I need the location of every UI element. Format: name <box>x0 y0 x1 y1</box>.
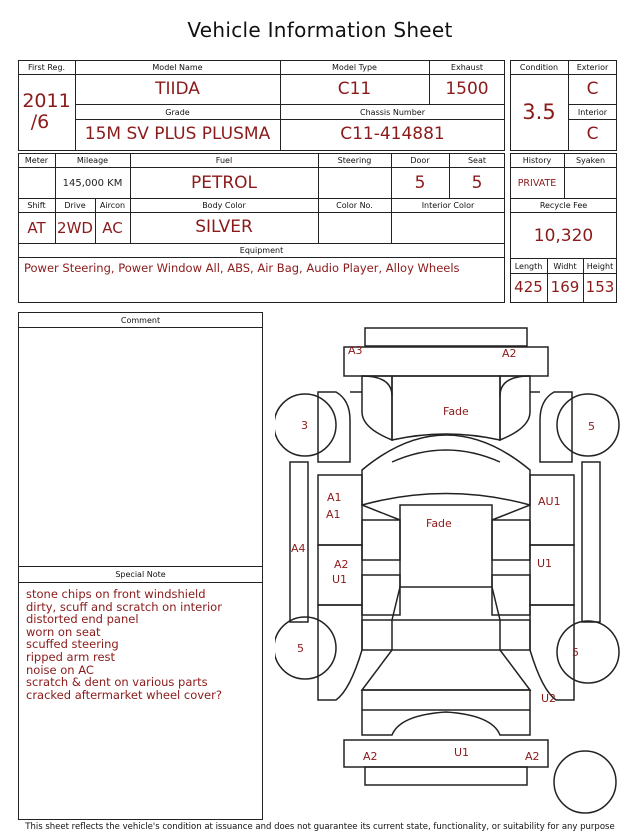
left-front-fender <box>318 392 350 462</box>
height-value: 153 <box>585 278 615 296</box>
color-no-label: Color No. <box>336 201 373 210</box>
exterior-label: Exterior <box>576 63 609 72</box>
mark-rear-left: A2 <box>363 750 378 763</box>
special-note-line: scuffed steering <box>26 637 119 652</box>
mark-left-front-door-a: A1 <box>327 491 342 504</box>
mark-wheel-fr: 5 <box>588 420 595 433</box>
exhaust-value: 1500 <box>445 79 489 99</box>
wheel-rear-right <box>557 621 619 683</box>
right-front-door <box>530 475 574 545</box>
comment-label: Comment <box>120 316 161 325</box>
model-name-value: TIIDA <box>155 79 200 99</box>
mark-wheel-fl: 3 <box>301 419 308 432</box>
history-value: PRIVATE <box>517 178 557 189</box>
special-note-line: scratch & dent on various parts <box>26 675 208 690</box>
mark-left-rear-door-b: U1 <box>332 573 348 586</box>
history-label: History <box>522 156 552 165</box>
model-name-label: Model Name <box>152 63 203 72</box>
right-rear-quarter <box>530 605 574 700</box>
mark-rear-right: A2 <box>525 750 540 763</box>
special-note-line: cracked aftermarket wheel cover? <box>26 687 222 702</box>
mark-front-right: A2 <box>502 347 517 360</box>
model-type-value: C11 <box>337 79 372 99</box>
seat-value: 5 <box>471 173 483 193</box>
shift-label: Shift <box>27 201 46 210</box>
chassis-label: Chassis Number <box>360 108 425 117</box>
page-title: Vehicle Information Sheet <box>187 18 453 42</box>
trunk <box>362 650 530 690</box>
special-note-line: dirty, scuff and scratch on interior <box>26 599 222 614</box>
model-type-label: Model Type <box>332 63 377 72</box>
mark-roof: Fade <box>426 517 452 530</box>
body-color-value: SILVER <box>195 217 253 237</box>
recycle-fee-value: 10,320 <box>533 226 594 246</box>
right-rear-door <box>530 545 574 605</box>
shift-value: AT <box>27 219 46 237</box>
aircon-value: AC <box>102 219 123 237</box>
mark-rear-center: U1 <box>454 746 470 759</box>
grade-label: Grade <box>165 108 190 117</box>
chassis-value: C11-414881 <box>340 124 445 144</box>
steering-label: Steering <box>337 156 372 165</box>
drive-label: Drive <box>64 201 86 210</box>
mark-front-left: A3 <box>348 344 363 357</box>
exterior-value: C <box>586 79 599 99</box>
equipment-value: Power Steering, Power Window All, ABS, Air Bag, Audio Player, Alloy Wheels <box>24 261 460 275</box>
mark-left-front-door-b: A1 <box>326 508 341 521</box>
aircon-label: Aircon <box>99 201 126 210</box>
special-note-list <box>26 588 222 701</box>
width-value: 169 <box>550 278 580 296</box>
mark-left-rear-door-a: A2 <box>334 558 349 571</box>
mark-right-front-door: AU1 <box>538 495 561 508</box>
length-label: Length <box>514 262 543 271</box>
mark-wheel-rl: 5 <box>297 642 304 655</box>
interior-label: Interior <box>577 108 608 117</box>
special-note-line: worn on seat <box>26 624 101 639</box>
special-note-label: Special Note <box>115 570 166 579</box>
door-label: Door <box>410 156 430 165</box>
special-note-line: noise on AC <box>26 662 94 677</box>
mileage-value: 145,000 KM <box>62 178 123 189</box>
windshield <box>362 435 530 505</box>
first-reg-year: 2011 <box>22 90 71 112</box>
grade-value: 15M SV PLUS PLUSMA <box>84 124 271 144</box>
mark-wheel-rr: 5 <box>572 646 579 659</box>
disclaimer-footer: This sheet reflects the vehicle's condition at issuance and does not guarantee its current state, functionality, or suitability for any purpose <box>25 822 615 832</box>
mileage-label: Mileage <box>76 156 109 165</box>
condition-value: 3.5 <box>522 100 556 124</box>
mark-right-rear-door: U1 <box>537 557 553 570</box>
mark-hood: Fade <box>443 405 469 418</box>
length-value: 425 <box>514 278 543 296</box>
syaken-label: Syaken <box>575 156 606 165</box>
drive-value: 2WD <box>57 219 93 237</box>
front-end-outline <box>362 376 392 440</box>
condition-label: Condition <box>519 63 559 72</box>
mark-right-quarter: U2 <box>541 692 557 705</box>
interior-color-label: Interior Color <box>421 201 475 210</box>
special-note-line: ripped arm rest <box>26 649 116 664</box>
spare-wheel <box>554 751 616 813</box>
interior-value: C <box>586 124 599 144</box>
exhaust-label: Exhaust <box>450 63 484 72</box>
meter-label: Meter <box>24 156 49 165</box>
car-damage-diagram <box>275 318 625 818</box>
special-note-line: distorted end panel <box>26 612 139 627</box>
left-rear-quarter <box>318 605 362 700</box>
fuel-label: Fuel <box>215 156 233 165</box>
rear-window <box>362 620 392 650</box>
equipment-label: Equipment <box>239 246 284 255</box>
special-note-line: stone chips on front windshield <box>26 587 206 601</box>
mark-left-pillar: A4 <box>291 542 306 555</box>
seat-label: Seat <box>467 156 487 165</box>
front-bumper-upper <box>365 328 527 346</box>
fuel-value: PETROL <box>190 173 258 193</box>
front-bumper <box>344 347 548 376</box>
height-label: Height <box>586 262 614 271</box>
body-color-label: Body Color <box>202 201 246 210</box>
width-label: Widht <box>553 262 577 271</box>
first-reg-label: First Reg. <box>27 63 66 72</box>
door-value: 5 <box>414 173 426 193</box>
wheel-rear-left <box>275 617 336 679</box>
first-reg-month: /6 <box>30 111 50 133</box>
recycle-fee-label: Recycle Fee <box>539 201 588 210</box>
right-skirt <box>582 462 600 622</box>
